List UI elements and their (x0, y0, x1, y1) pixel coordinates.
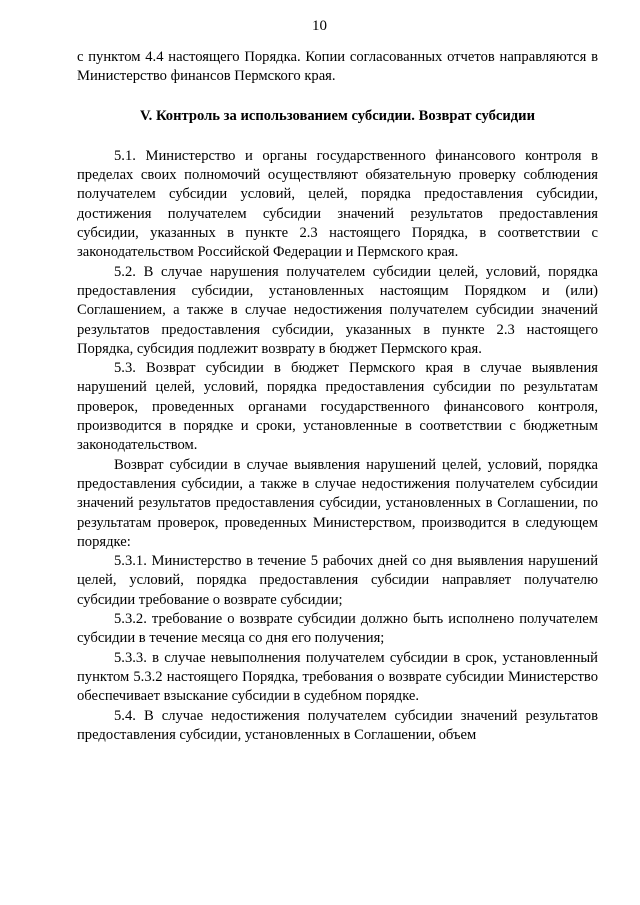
paragraph-5-2: 5.2. В случае нарушения получателем субсидии целей, условий, порядка предоставления субсидии, установленных настоящим Порядком и (или) Соглашением, а также в случае недостижения получателем субсидии значений результатов предоставления субсидии, указанных в пункте 2.3 настоящего Порядка, субсидия подлежит возврату в бюджет Пермского края. (77, 263, 598, 357)
paragraph-5-3-2: 5.3.2. требование о возврате субсидии должно быть исполнено получателем субсидии в течение месяца со дня его получения; (77, 611, 598, 647)
paragraph-5-3-3: 5.3.3. в случае невыполнения получателем субсидии в срок, установленный пунктом 5.3.2 настоящего Порядка, требования о возврате субсидии Министерство обеспечивает взыскание субсидии в судебном порядке. (77, 649, 598, 705)
paragraph-continuation: с пунктом 4.4 настоящего Порядка. Копии согласованных отчетов направляются в Министерство финансов Пермского края. (77, 49, 598, 85)
paragraph-5-1: 5.1. Министерство и органы государственного финансового контроля в пределах своих полномочий осуществляют обязательную проверку соблюдения получателем субсидии условий, целей, порядка предоставления субсидии, достижения получателем субсидии значений результатов предоставления субсидии, указанных в пункте 2.3 настоящего Порядка, в соответствии с законодательством Российской Федерации и Пермского края. (77, 147, 598, 261)
paragraph-5-4: 5.4. В случае недостижения получателем субсидии значений результатов предоставления субсидии, установленных в Соглашении, объем (77, 707, 598, 743)
paragraph-5-3: 5.3. Возврат субсидии в бюджет Пермского края в случае выявления нарушений целей, условий, порядка предоставления субсидии по результатам проверок, проведенных органами государственного финансового контроля, производится в порядке и сроки, установленные в соответствии с бюджетным законодательством. (77, 360, 598, 454)
section-heading: V. Контроль за использованием субсидии. Возврат субсидии (140, 107, 535, 124)
paragraph-return-procedure: Возврат субсидии в случае выявления нарушений целей, условий, порядка предоставления субсидии, а также в случае недостижения получателем субсидии значений результатов предоставления субсидии, установленных в Соглашении, по результатам проверок, проведенных Министерством, производится в следующем порядке: (77, 456, 598, 550)
paragraph-5-3-1: 5.3.1. Министерство в течение 5 рабочих дней со дня выявления нарушений целей, условий, порядка предоставления субсидии направляет получателю субсидии требование о возврате субсидии; (77, 553, 598, 608)
page-number: 10 (312, 18, 327, 34)
